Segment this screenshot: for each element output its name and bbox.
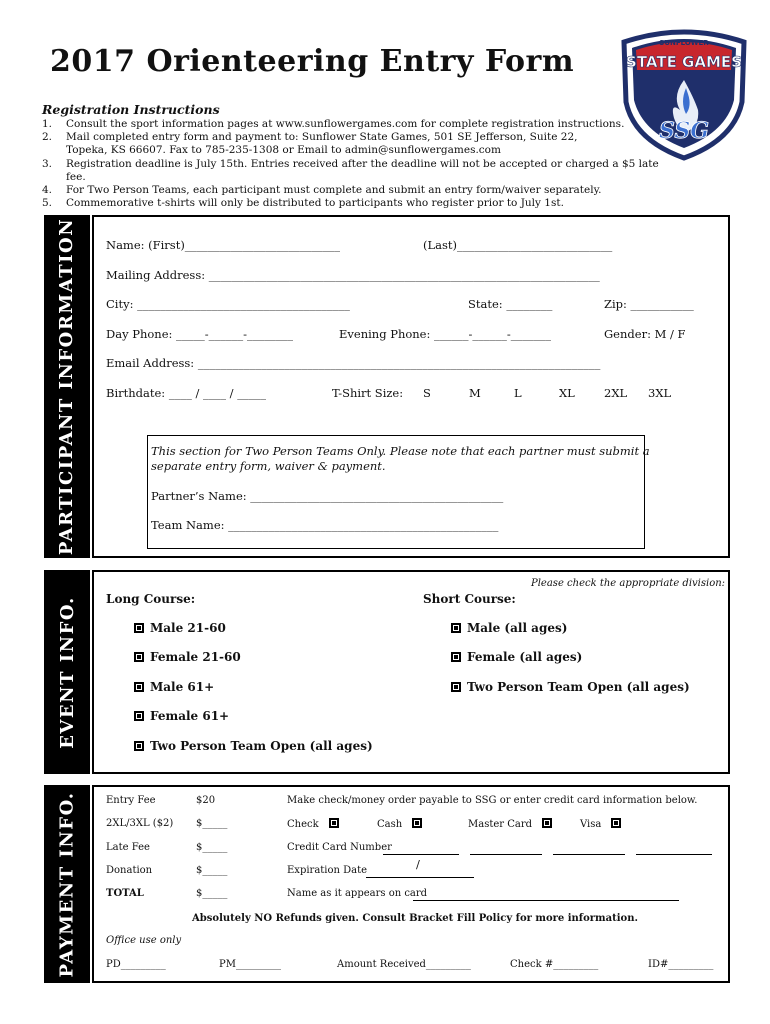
- checkbox-icon[interactable]: [134, 623, 144, 633]
- cc-number-field[interactable]: [383, 840, 712, 859]
- long-female-61-checkbox[interactable]: Female 61+: [134, 709, 229, 723]
- team-note-line-2: separate entry form, waiver & payment.: [151, 459, 386, 473]
- tshirt-size-label: T-Shirt Size:: [332, 386, 404, 400]
- fee-amount-field[interactable]: $_____: [196, 865, 228, 876]
- first-name-field[interactable]: Name: (First)___________________________: [106, 238, 341, 252]
- checkbox-icon[interactable]: [134, 682, 144, 692]
- fee-label: TOTAL: [106, 888, 144, 899]
- name-on-card-label: Name as it appears on card: [287, 888, 428, 899]
- instructions-list: [42, 118, 662, 210]
- cc-number-label: Credit Card Number: [287, 842, 392, 853]
- instruction-item: 3. Registration deadline is July 15th. Entries received after the deadline will not be accepted or charged a $5 late fee.: [42, 157, 659, 183]
- short-male-checkbox[interactable]: Male (all ages): [451, 621, 567, 635]
- state-field[interactable]: State: ________: [468, 297, 553, 311]
- check-checkbox[interactable]: Check: [287, 818, 345, 830]
- payment-section: [92, 785, 730, 983]
- expiration-label: Expiration Date: [287, 865, 368, 876]
- fee-label: Donation: [106, 865, 153, 876]
- instruction-item: 5. Commemorative t-shirts will only be distributed to participants who register prior to July 1st.: [42, 197, 564, 210]
- name-on-card-field[interactable]: [413, 886, 679, 905]
- long-female-21-60-checkbox[interactable]: Female 21-60: [134, 650, 241, 664]
- mailing-address-field[interactable]: Mailing Address: ____________________________________________________________________: [106, 268, 600, 282]
- email-field[interactable]: Email Address: ______________________________________________________________________: [106, 356, 601, 370]
- long-course-heading: Long Course:: [106, 592, 196, 606]
- logo-monogram: SSG: [658, 118, 710, 144]
- instructions-heading: Registration Instructions: [42, 102, 220, 117]
- payable-note: Make check/money order payable to SSG or enter credit card information below.: [287, 795, 698, 806]
- last-name-field[interactable]: (Last)___________________________: [423, 238, 613, 252]
- refund-policy: Absolutely NO Refunds given. Consult Bracket Fill Policy for more information.: [192, 913, 638, 924]
- tshirt-option-xl[interactable]: XL: [559, 386, 575, 400]
- instruction-item: Topeka, KS 66607. Fax to 785-235-1308 or Email to admin@sunflowergames.com: [66, 144, 501, 157]
- instruction-item: 1. Consult the sport information pages at www.sunflowergames.com for complete registration instructions.: [42, 118, 625, 130]
- visa-checkbox[interactable]: Visa: [580, 818, 627, 830]
- cc-number-group[interactable]: [383, 844, 459, 855]
- fee-label: 2XL/3XL ($2): [106, 818, 174, 829]
- tshirt-option-3xl[interactable]: 3XL: [648, 386, 672, 400]
- checkbox-icon[interactable]: [134, 652, 144, 662]
- expiration-line[interactable]: [366, 867, 474, 878]
- event-section-label: EVENT INFO.: [44, 570, 90, 774]
- checkbox-icon[interactable]: [611, 818, 621, 828]
- checkbox-icon[interactable]: [134, 741, 144, 751]
- checkbox-icon[interactable]: [329, 818, 339, 828]
- checkbox-icon[interactable]: [451, 623, 461, 633]
- tshirt-option-l[interactable]: L: [514, 386, 522, 400]
- logo-main-text: STATE GAMES: [626, 53, 742, 71]
- evening-phone-field[interactable]: Evening Phone: ______-______-_______: [339, 327, 552, 341]
- checkbox-icon[interactable]: [412, 818, 422, 828]
- fee-label: Late Fee: [106, 842, 150, 853]
- fee-amount: $20: [196, 795, 216, 806]
- day-phone-field[interactable]: Day Phone: _____-______-________: [106, 327, 294, 341]
- checkbox-icon[interactable]: [134, 711, 144, 721]
- tshirt-option-2xl[interactable]: 2XL: [604, 386, 628, 400]
- birthdate-field[interactable]: Birthdate: ____ / ____ / _____: [106, 386, 266, 400]
- fee-amount-field[interactable]: $_____: [196, 888, 228, 899]
- fee-amount-field[interactable]: $_____: [196, 842, 228, 853]
- office-check-number-field[interactable]: Check #_________: [510, 959, 599, 970]
- payment-section-label: PAYMENT INFO.: [44, 785, 90, 983]
- cc-number-group[interactable]: [636, 844, 712, 855]
- office-id-field[interactable]: ID#_________: [648, 959, 714, 970]
- mastercard-checkbox[interactable]: Master Card: [468, 818, 558, 830]
- participant-section-label: PARTICIPANT INFORMATION: [44, 215, 90, 558]
- expiration-slash: /: [416, 857, 420, 871]
- long-male-61-checkbox[interactable]: Male 61+: [134, 680, 214, 694]
- short-team-open-checkbox[interactable]: Two Person Team Open (all ages): [451, 680, 690, 694]
- cc-number-group[interactable]: [553, 844, 625, 855]
- page-title: 2017 Orienteering Entry Form: [50, 44, 575, 79]
- checkbox-icon[interactable]: [451, 682, 461, 692]
- tshirt-option-m[interactable]: M: [469, 386, 481, 400]
- office-use-label: Office use only: [106, 935, 182, 946]
- logo-top-text: SUNFLOWER: [659, 39, 709, 47]
- division-note: Please check the appropriate division:: [531, 578, 726, 589]
- checkbox-icon[interactable]: [451, 652, 461, 662]
- zip-field[interactable]: Zip: ___________: [604, 297, 694, 311]
- long-male-21-60-checkbox[interactable]: Male 21-60: [134, 621, 226, 635]
- tshirt-option-s[interactable]: S: [423, 386, 431, 400]
- instruction-item: 2. Mail completed entry form and payment to: Sunflower State Games, 501 SE Jefferson, Suite 22,: [42, 131, 578, 144]
- instruction-item: 4. For Two Person Teams, each participant must complete and submit an entry form/waiver separately.: [42, 184, 602, 197]
- checkbox-icon[interactable]: [542, 818, 552, 828]
- city-field[interactable]: City: _____________________________________: [106, 297, 350, 311]
- team-note-line-1: This section for Two Person Teams Only. Please note that each partner must submit a: [151, 444, 650, 458]
- short-female-checkbox[interactable]: Female (all ages): [451, 650, 582, 664]
- team-name-field[interactable]: Team Name: _______________________________________________: [151, 518, 499, 532]
- office-amount-received-field[interactable]: Amount Received_________: [337, 959, 471, 970]
- cash-checkbox[interactable]: Cash: [377, 818, 428, 830]
- fee-label: Entry Fee: [106, 795, 156, 806]
- short-course-heading: Short Course:: [423, 592, 516, 606]
- name-on-card-line[interactable]: [413, 890, 679, 901]
- fee-amount-field[interactable]: $_____: [196, 818, 228, 829]
- cc-number-group[interactable]: [470, 844, 542, 855]
- partner-name-field[interactable]: Partner’s Name: ____________________________________________: [151, 489, 504, 503]
- long-team-open-checkbox[interactable]: Two Person Team Open (all ages): [134, 739, 373, 753]
- gender-field[interactable]: Gender: M / F: [604, 327, 686, 341]
- office-pd-field[interactable]: PD_________: [106, 959, 166, 970]
- office-pm-field[interactable]: PM_________: [219, 959, 281, 970]
- expiration-field[interactable]: [366, 863, 474, 882]
